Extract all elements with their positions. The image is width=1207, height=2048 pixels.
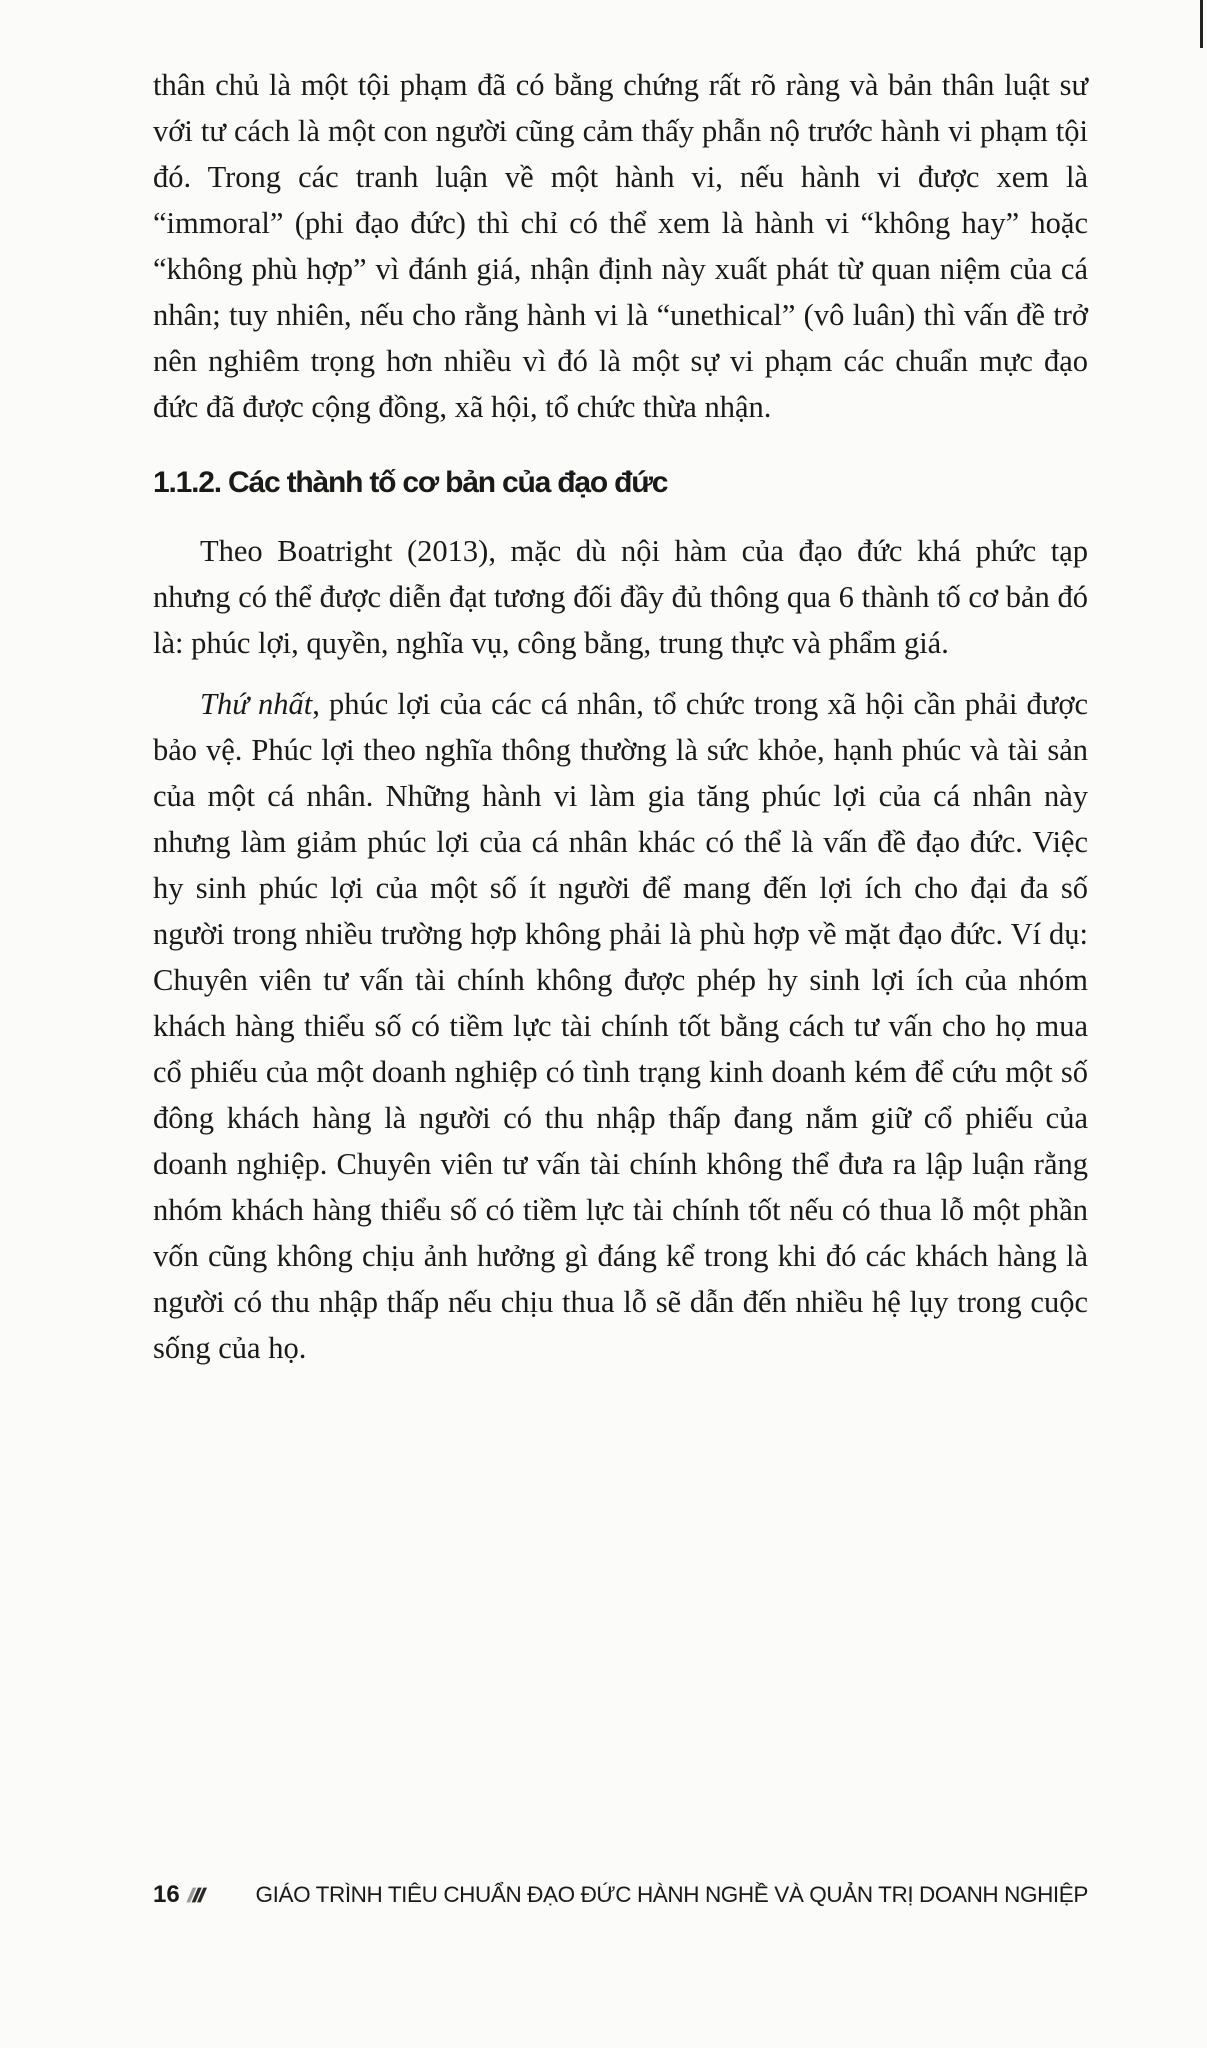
paragraph-first [153,681,1088,1371]
section-heading: 1.1.2. Các thành tố cơ bản của đạo đức [153,466,668,499]
page-edge-mark [1200,0,1203,48]
paragraph-first-rest: , phúc lợi của các cá nhân, tổ chức trong xã hội cần phải được bảo vệ. Phúc lợi theo nghĩa thông thường là sức khỏe, hạnh phúc và tài sản của một cá nhân. Những hành vi làm gia tăng phúc lợi của cá nhân này nhưng làm giảm phúc lợi của cá nhân khác có thể là vấn đề đạo đức. Việc hy sinh phúc lợi của một số ít người để mang đến lợi ích cho đại đa số người trong nhiều trường hợp không phải là phù hợp về mặt đạo đức. Ví dụ: Chuyên viên tư vấn tài chính không được phép hy sinh lợi ích của nhóm khách hàng thiểu số có tiềm lực tài chính tốt bằng cách tư vấn cho họ mua cổ phiếu của một doanh nghiệp có tình trạng kinh doanh kém để cứu một số đông khách hàng là người có thu nhập thấp đang nắm giữ cổ phiếu của doanh nghiệp. Chuyên viên tư vấn tài chính không thể đưa ra lập luận rằng nhóm khách hàng thiểu số có tiềm lực tài chính tốt nếu có thua lỗ một phần vốn cũng không chịu ảnh hưởng gì đáng kể trong khi đó các khách hàng là người có thu nhập thấp nếu chịu thua lỗ sẽ dẫn đến nhiều hệ lụy trong cuộc sống của họ. [153,687,1089,1365]
paragraph-boatright: Theo Boatright (2013), mặc dù nội hàm của đạo đức khá phức tạp nhưng có thể được diễn đạt tương đối đầy đủ thông qua 6 thành tố cơ bản đó là: phúc lợi, quyền, nghĩa vụ, công bằng, trung thực và phẩm giá. [153,534,1088,660]
double-slash-icon [180,1880,212,1910]
paragraph-first-lead: Thứ nhất [200,687,313,721]
page-number: 16 [153,1881,180,1908]
running-title: GIÁO TRÌNH TIÊU CHUẨN ĐẠO ĐỨC HÀNH NGHỀ VÀ QUẢN TRỊ DOANH NGHIỆP [255,1882,1088,1907]
main-text [153,62,1088,1371]
paragraph-intro: thân chủ là một tội phạm đã có bằng chứng rất rõ ràng và bản thân luật sư với tư cách là một con người cũng cảm thấy phẫn nộ trước hành vi phạm tội đó. Trong các tranh luận về một hành vi, nếu hành vi được xem là “immoral” (phi đạo đức) thì chỉ có thể xem là hành vi “không hay” hoặc “không phù hợp” vì đánh giá, nhận định này xuất phát từ quan niệm của cá nhân; tuy nhiên, nếu cho rằng hành vi là “unethical” (vô luân) thì vấn đề trở nên nghiêm trọng hơn nhiều vì đó là một sự vi phạm các chuẩn mực đạo đức đã được cộng đồng, xã hội, tổ chức thừa nhận. [153,68,1088,424]
page-footer [153,1875,1088,1915]
